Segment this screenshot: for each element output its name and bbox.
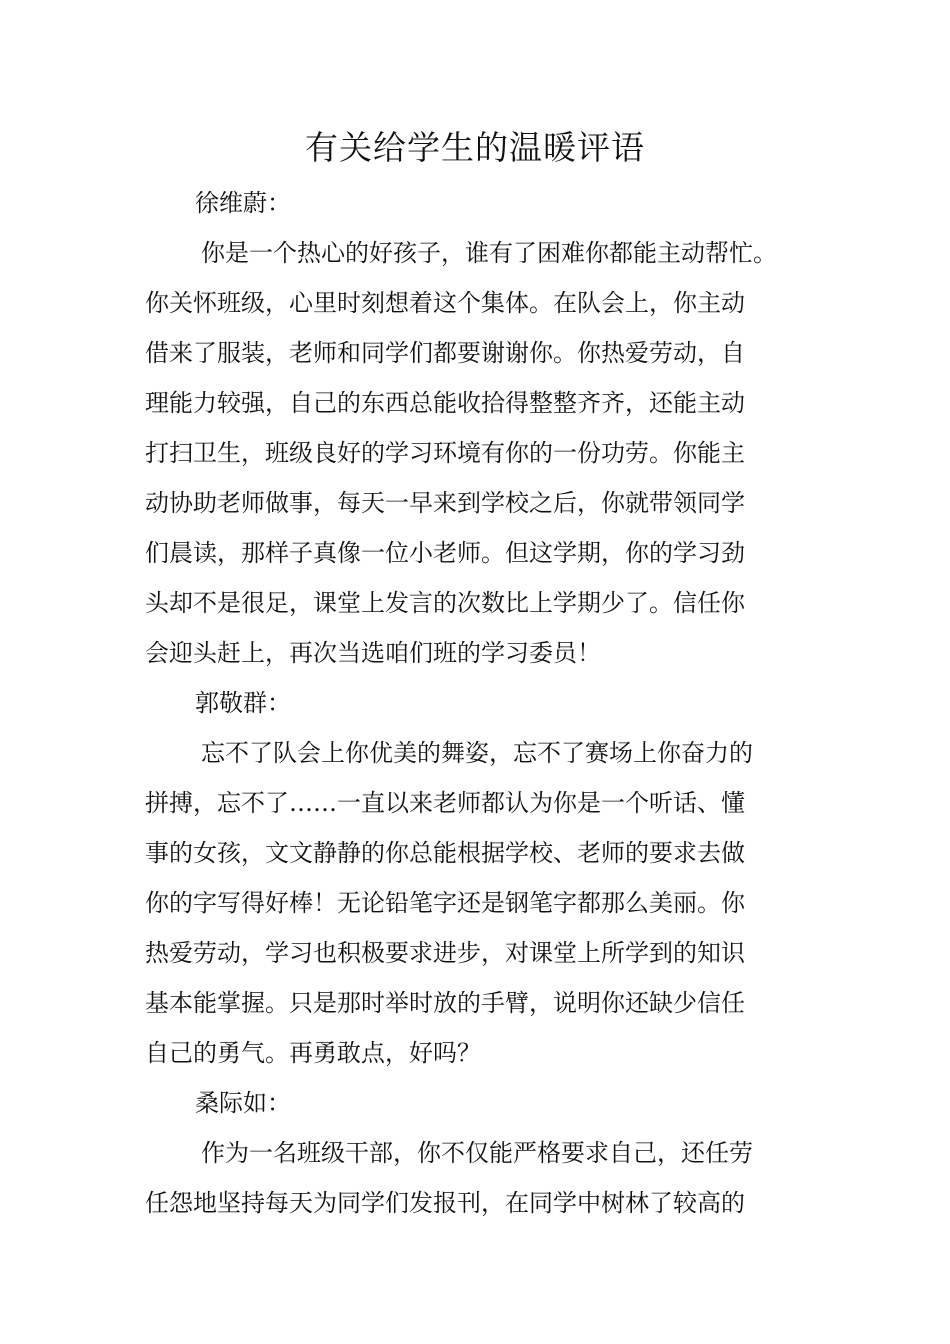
paragraph-line: 基本能掌握。只是那时举时放的手臂，说明你还缺少信任: [145, 989, 745, 1017]
paragraph-line: 热爱劳动，学习也积极要求进步，对课堂上所学到的知识: [145, 939, 745, 967]
paragraph-line: 自己的勇气。再勇敢点，好吗？: [145, 1039, 481, 1067]
paragraph-line: 你是一个热心的好孩子，谁有了困难你都能主动帮忙。: [201, 239, 777, 267]
paragraph-line: 忘不了队会上你优美的舞姿，忘不了赛场上你奋力的: [201, 739, 753, 767]
paragraph-line: 借来了服装，老师和同学们都要谢谢你。你热爱劳动，自: [145, 339, 745, 367]
document-body: [145, 178, 810, 1228]
document-title: 有关给学生的温暖评语: [305, 128, 645, 167]
paragraph-line: 拼搏，忘不了……一直以来老师都认为你是一个听话、懂: [145, 789, 745, 817]
paragraph-line: 你关怀班级，心里时刻想着这个集体。在队会上，你主动: [145, 289, 745, 317]
student-name-heading: 徐维蔚：: [195, 189, 291, 217]
paragraph-line: 任怨地坚持每天为同学们发报刊，在同学中树林了较高的: [145, 1189, 745, 1217]
paragraph-line: 头却不是很足，课堂上发言的次数比上学期少了。信任你: [145, 589, 745, 617]
paragraph-line: 作为一名班级干部，你不仅能严格要求自己，还任劳: [201, 1139, 753, 1167]
paragraph-line: 们晨读，那样子真像一位小老师。但这学期，你的学习劲: [145, 539, 745, 567]
student-name-heading: 桑际如：: [195, 1089, 291, 1117]
paragraph-line: 动协助老师做事，每天一早来到学校之后，你就带领同学: [145, 489, 745, 517]
paragraph-line: 事的女孩，文文静静的你总能根据学校、老师的要求去做: [145, 839, 745, 867]
paragraph-line: 会迎头赶上，再次当选咱们班的学习委员！: [145, 639, 601, 667]
paragraph-line: 打扫卫生，班级良好的学习环境有你的一份功劳。你能主: [145, 439, 745, 467]
student-name-heading: 郭敬群：: [195, 689, 291, 717]
paragraph-line: 你的字写得好棒！无论铅笔字还是钢笔字都那么美丽。你: [145, 889, 745, 917]
paragraph-line: 理能力较强，自己的东西总能收拾得整整齐齐，还能主动: [145, 389, 745, 417]
